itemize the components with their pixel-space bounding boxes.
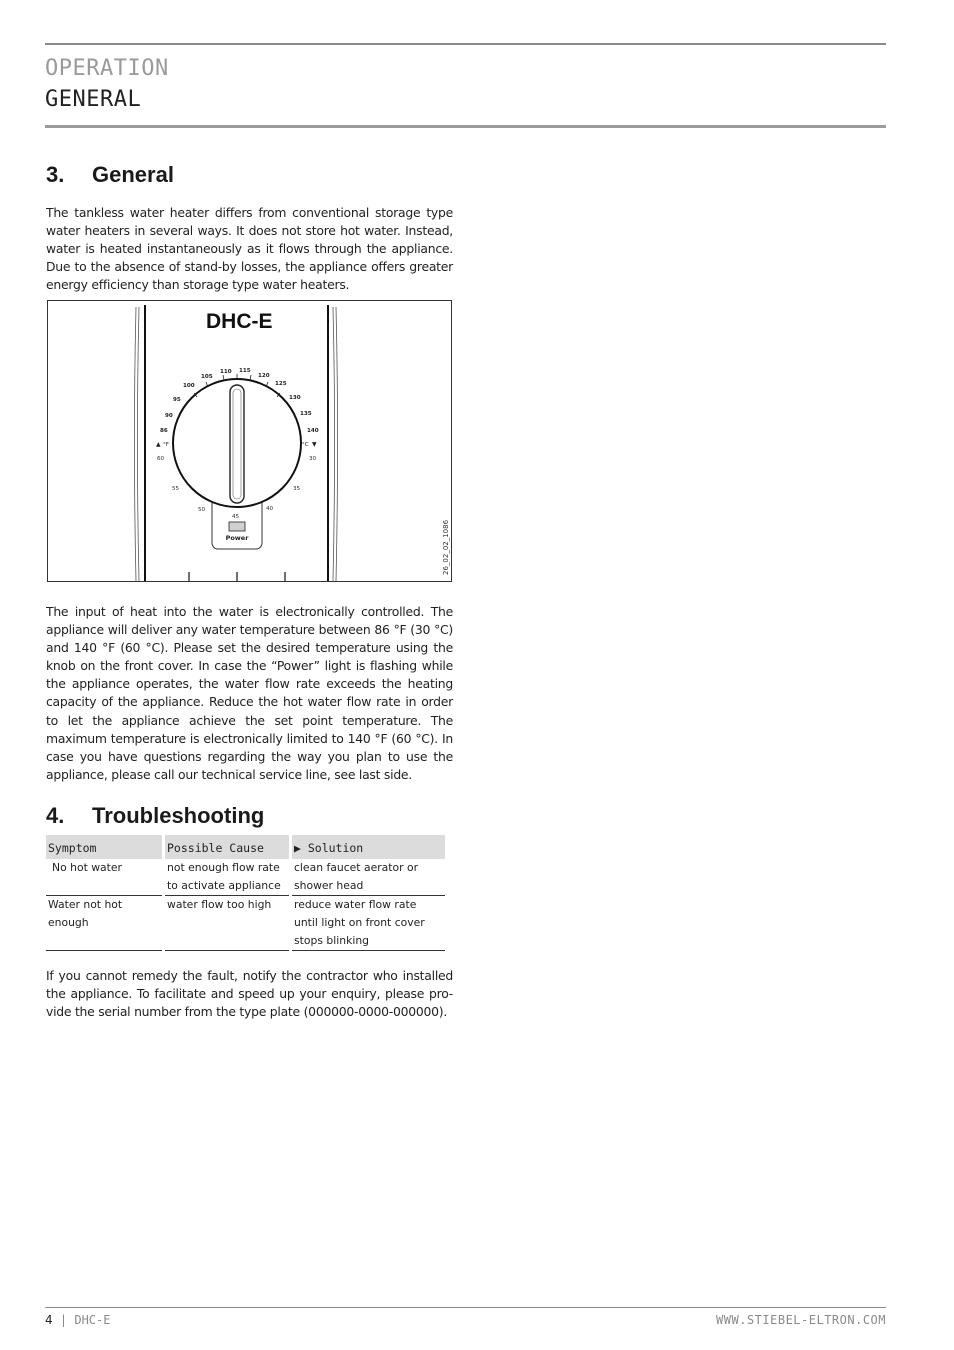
solution-cell: reduce water flow rate until light on front cover stops blinking — [292, 896, 445, 951]
f-tick: 120 — [258, 373, 270, 379]
column-header-solution: ▶ Solution — [292, 835, 445, 859]
footer-url: WWW.STIEBEL-ELTRON.COM — [716, 1313, 886, 1327]
symptom-cell: Water not hot enough — [46, 896, 162, 951]
f-tick: 95 — [173, 397, 181, 403]
c-tick: 50 — [198, 507, 206, 513]
f-tick: 140 — [307, 428, 319, 434]
c-tick: 45 — [232, 514, 240, 520]
c-unit-down-icon: ▼ — [312, 441, 317, 448]
section-heading-general — [46, 162, 174, 188]
footer-separator: | — [59, 1313, 68, 1327]
f-tick: 125 — [275, 381, 287, 387]
cause-cell: not enough flow rate to activate appliance — [165, 859, 289, 896]
f-tick: 135 — [300, 411, 312, 417]
general-intro-paragraph: The tankless water heater differs from conventional storage type water heaters in several ways. It does not store hot water. Instead, water is heated instantaneously as it flows through the appliance. Due to the absence of stand-by losses, the appliance offers greater energy efficiency than storage type water heaters. — [46, 205, 453, 293]
section-number: 4. — [46, 803, 65, 828]
general-body-paragraph: The input of heat into the water is electronically controlled. The appliance will deliver any water temperature between 86 °F (30 °C) and 140 °F (60 °C). Please set the desired temperature using the knob on the front cover. In case the “Power” light is flashing while the appliance operates, the water flow rate exceeds the heating capacity of the appliance. Reduce the hot water flow rate in order to let the appliance achieve the set point temperature. The maximum temperature is electronically limited to 140 °F (60 °C). In case you have questions regarding the way you plan to use the appliance, please call our technical service line, see last side. — [46, 604, 453, 782]
control-panel-drawing — [48, 301, 453, 583]
c-tick: 60 — [157, 456, 165, 462]
section-number: 3. — [46, 162, 65, 187]
section-title: General — [92, 162, 174, 187]
c-tick: 55 — [172, 486, 180, 492]
f-tick: 105 — [201, 374, 213, 380]
c-tick: 30 — [309, 456, 317, 462]
f-unit-up-icon: ▲ — [156, 441, 161, 448]
section-title: Troubleshooting — [92, 803, 265, 828]
section-heading-troubleshooting — [46, 803, 264, 829]
header-section: OPERATION — [45, 56, 169, 81]
header-subsection: GENERAL — [45, 87, 142, 112]
c-tick: 35 — [293, 486, 301, 492]
footer-model: DHC-E — [74, 1313, 111, 1327]
column-header-cause: Possible Cause — [165, 835, 289, 859]
control-panel-figure — [47, 300, 452, 582]
header-rule-bottom — [45, 125, 886, 128]
footer-left — [45, 1313, 110, 1327]
power-light-label: Power — [225, 534, 249, 542]
column-header-symptom: Symptom — [46, 835, 162, 859]
f-tick: 100 — [183, 383, 195, 389]
model-label: DHC-E — [206, 310, 273, 333]
f-tick: 86 — [160, 428, 168, 434]
header-rule-top — [45, 43, 886, 45]
solution-cell: clean faucet aerator or shower head — [292, 859, 445, 896]
troubleshooting-table — [43, 835, 448, 951]
figure-code: 26_02_02_1086 — [442, 519, 450, 575]
page-number: 4 — [45, 1313, 53, 1327]
f-tick: 90 — [165, 413, 173, 419]
troubleshooting-note-paragraph: If you cannot remedy the fault, notify the contractor who installed the appliance. To facilitate and speed up your enquiry, please pro- vide the serial number from the type plate (000000-0000-000000). — [46, 968, 453, 1020]
f-tick: 115 — [239, 368, 251, 374]
symptom-cell: No hot water — [46, 859, 162, 896]
f-tick: 110 — [220, 369, 232, 375]
f-tick: 130 — [289, 395, 301, 401]
f-unit-label: °F — [163, 442, 170, 448]
c-tick: 40 — [266, 506, 274, 512]
footer-rule — [45, 1307, 886, 1308]
table-row — [46, 896, 445, 951]
table-row — [46, 859, 445, 896]
table-header-row — [46, 835, 445, 859]
c-unit-label: °C — [302, 442, 309, 448]
cause-cell: water flow too high — [165, 896, 289, 951]
